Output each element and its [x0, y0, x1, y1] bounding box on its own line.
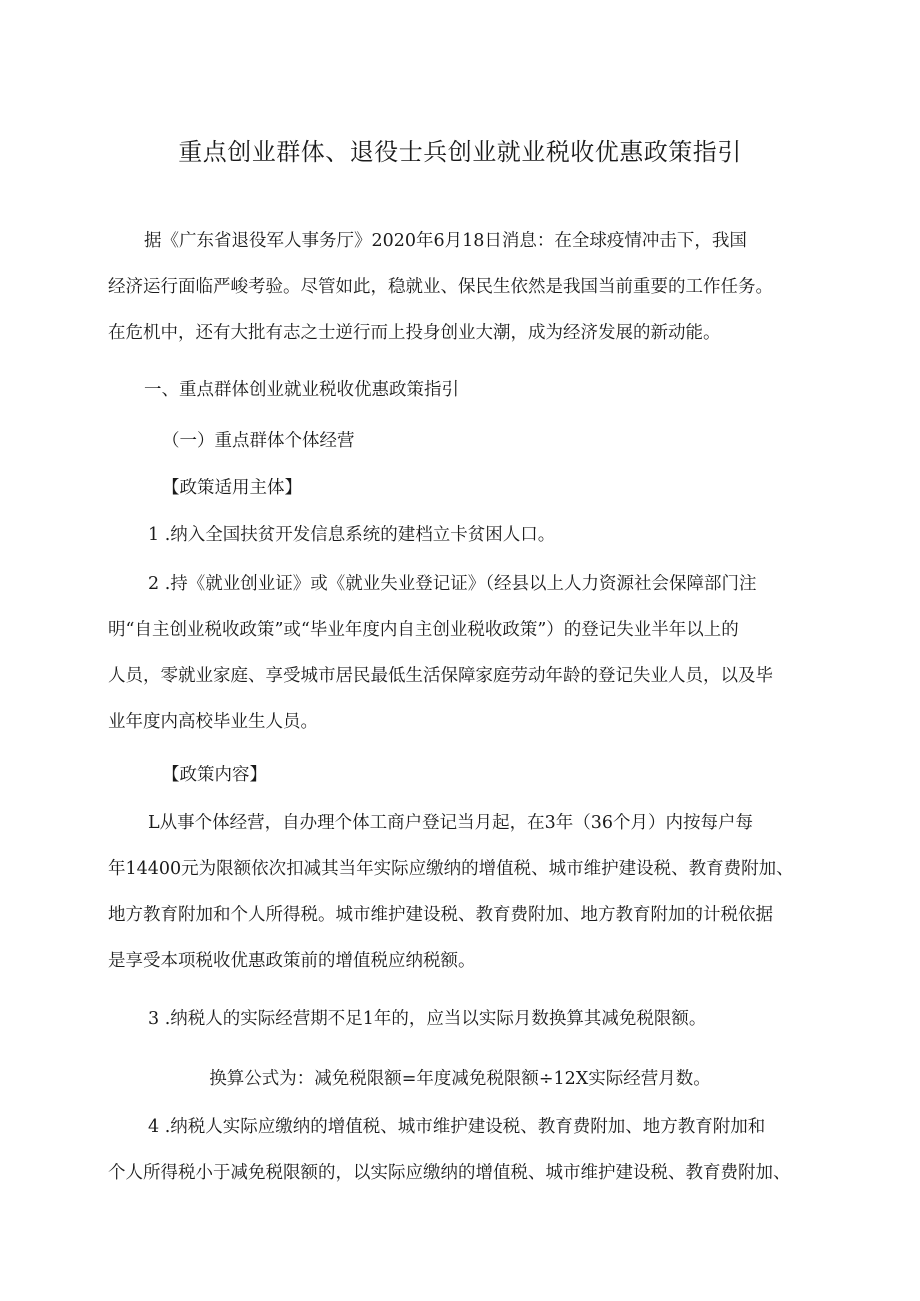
content-item-4	[108, 1104, 828, 1196]
intro-paragraph	[108, 218, 828, 356]
formula-line: 换算公式为：减免税限额=年度减免税限额÷12X实际经营月数。	[209, 1069, 711, 1089]
content-item-1	[108, 800, 828, 984]
content-item-1-line-1: L从事个体经营，自办理个体工商户登记当月起，在3年（36个月）内按每户每	[148, 813, 754, 833]
scope-item-1: 1 .纳入全国扶贫开发信息系统的建档立卡贫困人口。	[148, 525, 556, 545]
content-item-4-line-1: 4 .纳税人实际应缴纳的增值税、城市维护建设税、教育费附加、地方教育附加和	[148, 1117, 766, 1137]
scope-heading: 【政策适用主体】	[162, 478, 302, 498]
content-item-1-line-4: 是享受本项税收优惠政策前的增值税应纳税额。	[108, 951, 476, 971]
scope-item-2-line-4: 业年度内高校毕业生人员。	[108, 712, 318, 732]
content-heading: 【政策内容】	[162, 765, 267, 785]
intro-line-2: 经济运行面临严峻考验。尽管如此，稳就业、保民生依然是我国当前重要的工作任务。	[108, 277, 773, 297]
content-item-1-line-2: 年14400元为限额依次扣减其当年实际应缴纳的增值税、城市维护建设税、教育费附加、	[108, 859, 794, 879]
section-heading: 一、重点群体创业就业税收优惠政策指引	[144, 380, 459, 400]
content-item-3: 3 .纳税人的实际经营期不足1年的，应当以实际月数换算其减免税限额。	[148, 1009, 707, 1029]
content-item-1-line-3: 地方教育附加和个人所得税。城市维护建设税、教育费附加、地方教育附加的计税依据	[108, 905, 773, 925]
subsection-heading: （一）重点群体个体经营	[162, 431, 355, 451]
content-item-4-line-2: 个人所得税小于减免税限额的，以实际应缴纳的增值税、城市维护建设税、教育费附加、	[108, 1163, 791, 1183]
intro-line-3: 在危机中，还有大批有志之士逆行而上投身创业大潮，成为经济发展的新动能。	[108, 323, 721, 343]
scope-item-2-line-2: 明“自主创业税收政策”或“毕业年度内自主创业税收政策”）的登记失业半年以上的	[108, 620, 739, 640]
intro-line-1: 据《广东省退役军人事务厅》2020年6月18日消息：在全球疫情冲击下，我国	[144, 231, 747, 251]
scope-item-2-line-1: 2 .持《就业创业证》或《就业失业登记证》（经县以上人力资源社会保障部门注	[148, 574, 757, 594]
scope-item-2	[108, 561, 828, 745]
scope-item-2-line-3: 人员，零就业家庭、享受城市居民最低生活保障家庭劳动年龄的登记失业人员，以及毕	[108, 666, 773, 686]
document-title: 重点创业群体、退役士兵创业就业税收优惠政策指引	[178, 138, 742, 166]
